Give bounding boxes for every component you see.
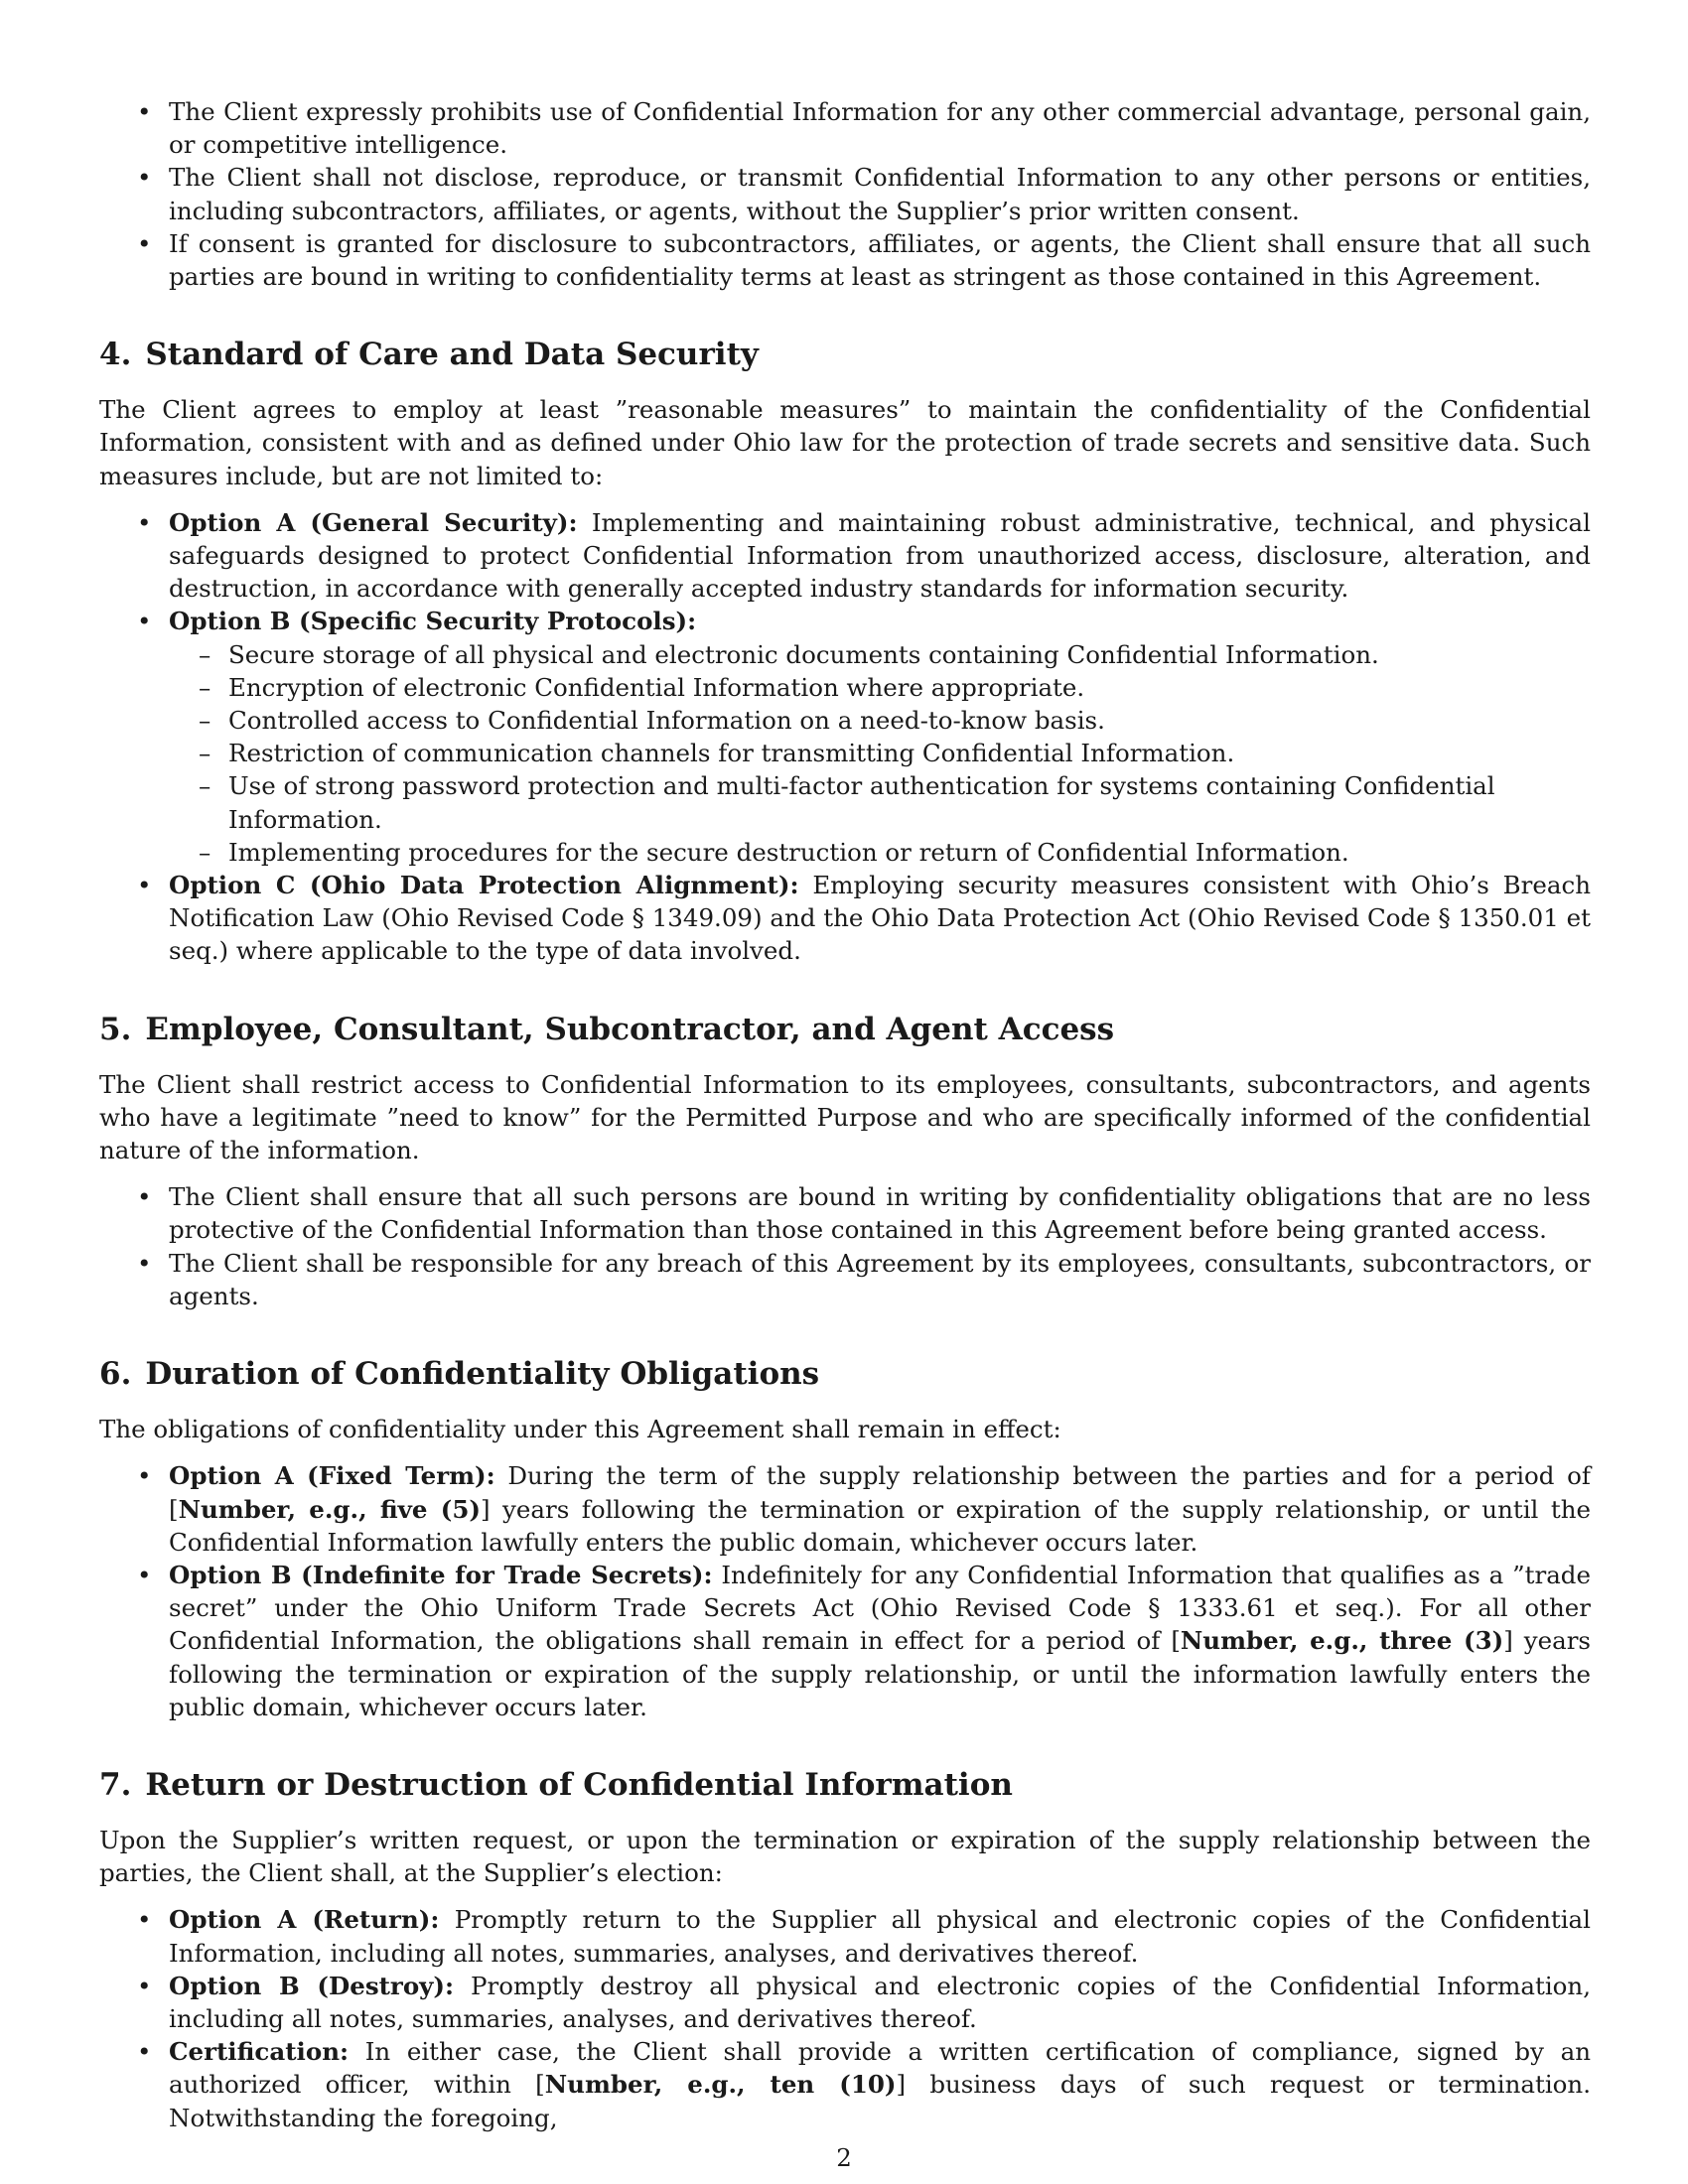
section-7-heading xyxy=(99,1766,1591,1804)
section-number: 4. xyxy=(99,337,132,373)
option-text: In either case, the Client shall provide a written certification of compliance, signed by an authorized officer, within [ xyxy=(169,2037,1591,2100)
option-label: Option B (Specific Security Protocols): xyxy=(169,607,697,636)
section-6-heading xyxy=(99,1355,1591,1393)
section-6-options xyxy=(99,1459,1591,1723)
option-text: Employing security measures consistent with Ohio’s Breach Notification Law (Ohio Revised Code § 1349.09) and the Ohio Data Protection Act (Ohio Revised Code § 1350.01 et seq.) where applicable to the type of data involved. xyxy=(169,871,1591,966)
list-item: • The Client shall not disclose, reproduce, or transmit Confidential Information to any other persons or entities, including subcontractors, affiliates, or agents, without the Supplier’s prior written consent. xyxy=(99,161,1591,226)
section-number: 5. xyxy=(99,1011,132,1047)
list-item xyxy=(99,506,1591,606)
list-item xyxy=(99,1903,1591,1969)
option-text: ] years following the termination or expiration of the supply relationship, or until the information lawfully enters the public domain, whichever occurs later. xyxy=(169,1626,1591,1721)
section-4-intro: The Client agrees to employ at least ”reasonable measures” to maintain the confidentiality of the Confidential Information, consistent with and as defined under Ohio law for the protection of trade secrets and sensitive data. Such measures include, but are not limited to: xyxy=(99,395,1591,490)
section-4-heading xyxy=(99,336,1591,373)
option-label: Option A (Return): xyxy=(169,1905,440,1935)
section-7-options xyxy=(99,1903,1591,2133)
option-text: Implementing and maintaining robust administrative, technical, and physical safeguards designed to protect Confidential Information from unauthorized access, disclosure, alteration, and destruction, in accordance with generally accepted industry standards for information security. xyxy=(169,507,1591,604)
option-text: Promptly return to the Supplier all physical and electronic copies of the Confidential Information, including all notes, summaries, analyses, and derivatives thereof. xyxy=(169,1905,1591,1968)
placeholder-value: Number, e.g., ten (10) xyxy=(544,2070,897,2100)
option-text: During the term of the supply relationship between the parties and for a period of [ xyxy=(169,1461,1591,1524)
section-title: Duration of Confidentiality Obligations xyxy=(145,1356,820,1393)
section-number: 6. xyxy=(99,1356,132,1393)
list-item xyxy=(99,2035,1591,2134)
option-label: Option A (General Security): xyxy=(169,507,578,537)
list-item xyxy=(99,605,1591,869)
option-text: Promptly destroy all physical and electronic copies of the Confidential Information, including all notes, summaries, analyses, and derivatives thereof. xyxy=(169,1971,1591,2033)
section-5-bullets xyxy=(99,1180,1591,1312)
document-page xyxy=(99,95,1591,2134)
section-6-intro: The obligations of confidentiality under this Agreement shall remain in effect: xyxy=(99,1415,1061,1444)
list-item xyxy=(99,1559,1591,1723)
list-item: • The Client expressly prohibits use of Confidential Information for any other commercial advantage, personal gain, or competitive intelligence. xyxy=(99,95,1591,161)
sub-list-item: – Encryption of electronic Confidential Information where appropriate. xyxy=(169,671,1591,704)
list-item: • The Client shall be responsible for any breach of this Agreement by its employees, consultants, subcontractors, or agents. xyxy=(99,1247,1591,1312)
section-4-options xyxy=(99,506,1591,968)
sub-list-item: – Secure storage of all physical and electronic documents containing Confidential Information. xyxy=(169,638,1591,671)
intro-bullet-list xyxy=(99,95,1591,293)
security-protocol-list xyxy=(169,638,1591,869)
list-item: • If consent is granted for disclosure to subcontractors, affiliates, or agents, the Client shall ensure that all such parties are bound in writing to confidentiality terms at least as stringent as those contained in this Agreement. xyxy=(99,227,1591,293)
page-number: 2 xyxy=(836,2143,852,2172)
section-title: Employee, Consultant, Subcontractor, and Agent Access xyxy=(145,1011,1115,1047)
section-number: 7. xyxy=(99,1766,132,1803)
sub-list-item: – Controlled access to Confidential Information on a need-to-know basis. xyxy=(169,704,1591,737)
sub-list-item: – Restriction of communication channels for transmitting Confidential Information. xyxy=(169,737,1591,769)
option-label: Certification: xyxy=(169,2037,350,2067)
option-text: ] business days of such request or termination. Notwithstanding the foregoing, xyxy=(169,2070,1591,2132)
section-title: Standard of Care and Data Security xyxy=(145,337,759,373)
section-5-heading xyxy=(99,1011,1591,1048)
section-title: Return or Destruction of Confidential Information xyxy=(145,1766,1013,1803)
list-item xyxy=(99,1459,1591,1559)
placeholder-value: Number, e.g., five (5) xyxy=(178,1494,481,1524)
section-5-intro: The Client shall restrict access to Confidential Information to its employees, consultants, subcontractors, and agents who have a legitimate ”need to know” for the Permitted Purpose and who are specifically informed of the confidential nature of the information. xyxy=(99,1069,1591,1165)
sub-list-item: – Implementing procedures for the secure destruction or return of Confidential Information. xyxy=(169,836,1591,869)
section-7-intro: Upon the Supplier’s written request, or upon the termination or expiration of the supply relationship between the parties, the Client shall, at the Supplier’s election: xyxy=(99,1825,1591,1888)
sub-list-item: – Use of strong password protection and multi-factor authentication for systems containing Confidential Information. xyxy=(169,769,1591,835)
option-text: ] years following the termination or expiration of the supply relationship, or until the Confidential Information lawfully enters the public domain, whichever occurs later. xyxy=(169,1494,1591,1557)
list-item: • The Client shall ensure that all such persons are bound in writing by confidentiality obligations that are no less protective of the Confidential Information than those contained in this Agreement before being granted access. xyxy=(99,1180,1591,1246)
list-item xyxy=(99,869,1591,968)
option-text: Indefinitely for any Confidential Information that qualifies as a ”trade secret” under the Ohio Uniform Trade Secrets Act (Ohio Revised Code § 1333.61 et seq.). For all other Confidential Information, the obligations shall remain in effect for a period of [ xyxy=(169,1560,1591,1656)
placeholder-value: Number, e.g., three (3) xyxy=(1180,1626,1504,1656)
list-item xyxy=(99,1970,1591,2035)
option-label: Option B (Indefinite for Trade Secrets): xyxy=(169,1560,713,1589)
option-label: Option B (Destroy): xyxy=(169,1971,455,2000)
option-label: Option A (Fixed Term): xyxy=(169,1461,495,1491)
option-label: Option C (Ohio Data Protection Alignment): xyxy=(169,871,799,900)
